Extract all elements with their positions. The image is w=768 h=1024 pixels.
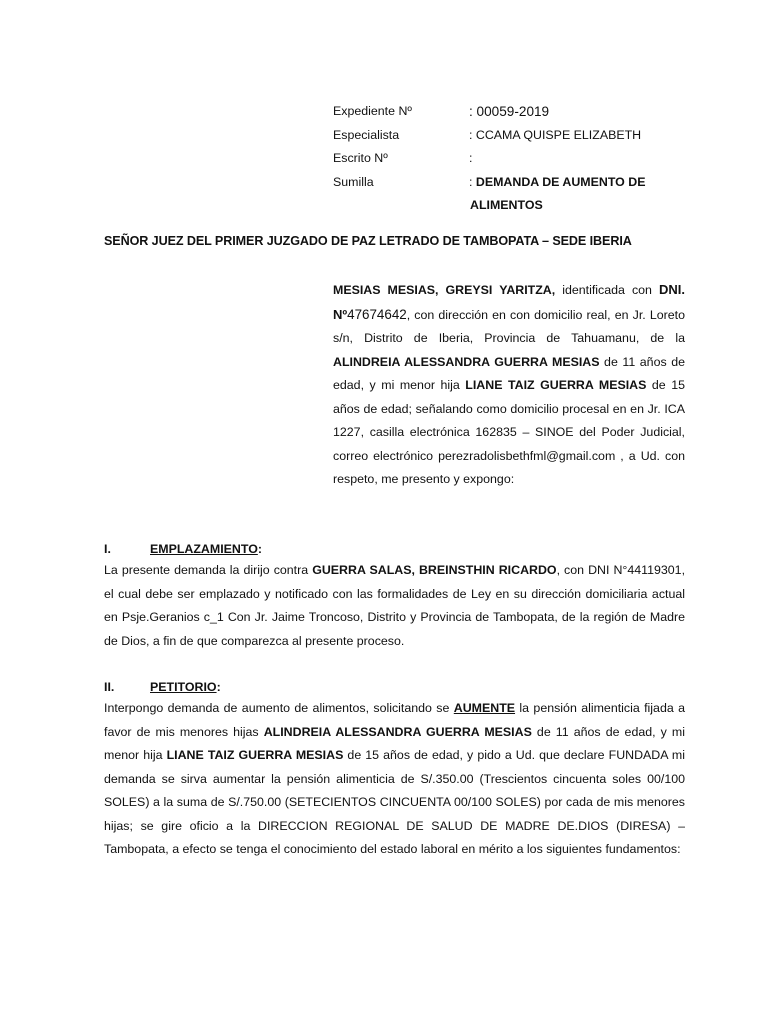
sumilla-text-line1: DEMANDA DE AUMENTO DE <box>475 174 646 189</box>
section2-text-4: de 15 años de edad, y pido a Ud. que declare FUNDADA mi demanda se sirva aumentar la pensión alimenticia de S/.350.00 (Trescientos cincuenta soles 00/100 SOLES) a la suma de S/.750.00 (SETECIENTOS CINCUENTA 00/100 SOLES) por cada de mis menores hijas; se gire oficio a la DIRECCION REGIONAL DE SALUD DE MADRE DE.DIOS (DIRESA) – Tambopata, a efecto se tenga el conocimiento del estado laboral en mérito a los siguientes fundamentos: <box>104 748 685 856</box>
dni-number: 47674642 <box>347 306 407 322</box>
escrito-value: : <box>469 151 473 165</box>
section2-title-text: PETITORIO <box>150 680 217 694</box>
section2-text-2: la pensión alimenticia fijada a favor de mis menores hijas <box>104 701 685 739</box>
section2-text-3: de 11 años de edad, y mi menor hija <box>104 724 685 762</box>
section1-text-1: La presente demanda la dirijo contra <box>104 563 313 577</box>
expediente-label: Expediente Nº <box>333 104 412 118</box>
section1-text-2: , con DNI N°44119301, el cual debe ser emplazado y notificado con las formalidades de Ley en su dirección domiciliaria actual en Psje.Geranios c_1 Con Jr. Jaime Troncoso, Distrito y Provincia de Tambopata, de la región de Madre de Dios, a fin de que comparezca al presente proceso. <box>104 563 686 648</box>
child2-name: LIANE TAIZ GUERRA MESIAS <box>465 378 647 392</box>
sumilla-label: Sumilla <box>333 174 374 189</box>
escrito-label: Escrito Nº <box>333 151 388 165</box>
section2-title <box>150 676 221 698</box>
section2-title-colon: : <box>216 680 221 694</box>
section1-paragraph <box>104 559 685 653</box>
dni-label: DNI. Nº <box>333 282 685 322</box>
especialista-value: : CCAMA QUISPE ELIZABETH <box>469 127 642 142</box>
intro-paragraph <box>333 278 685 492</box>
aumente-word: AUMENTE <box>453 701 516 715</box>
section2-number: II. <box>104 680 115 694</box>
section1-title-text: EMPLAZAMIENTO <box>150 542 258 556</box>
sumilla-text-line2: ALIMENTOS <box>470 198 543 212</box>
intro-text-4: de 15 años de edad; señalando como domicilio procesal en en Jr. ICA 1227, casilla electrónica 162835 – SINOE del Poder Judicial, correo electrónico perezradolisbethfml@gmail.com , a Ud. con respeto, me presento y expongo: <box>333 378 685 486</box>
especialista-label: Especialista <box>333 127 400 142</box>
intro-text-3: de 11 años de edad, y mi menor hija <box>333 354 685 392</box>
plaintiff-name: MESIAS MESIAS, GREYSI YARITZA, <box>333 283 556 297</box>
section2-child2-name: LIANE TAIZ GUERRA MESIAS <box>166 748 344 762</box>
section2-text-1: Interpongo demanda de aumento de alimentos, solicitando se <box>104 701 454 715</box>
sumilla-colon: : <box>469 174 476 189</box>
section2-child1-name: ALINDREIA ALESSANDRA GUERRA MESIAS <box>263 724 532 739</box>
sumilla-value <box>469 171 645 195</box>
defendant-name: GUERRA SALAS, BREINSTHIN RICARDO <box>312 563 557 577</box>
expediente-value: : 00059-2019 <box>469 104 550 119</box>
section1-title <box>150 538 262 560</box>
intro-text-1: identificada con <box>555 283 659 297</box>
child1-name: ALINDREIA ALESSANDRA GUERRA MESIAS <box>333 354 600 369</box>
section1-number: I. <box>104 542 111 556</box>
section2-paragraph <box>104 697 685 862</box>
intro-text-2: , con dirección en con domicilio real, en Jr. Loreto s/n, Distrito de Iberia, Provincia de Tahuamanu, de la <box>333 307 685 345</box>
section1-title-colon: : <box>257 542 262 556</box>
judge-address: SEÑOR JUEZ DEL PRIMER JUZGADO DE PAZ LETRADO DE TAMBOPATA – SEDE IBERIA <box>104 234 632 248</box>
